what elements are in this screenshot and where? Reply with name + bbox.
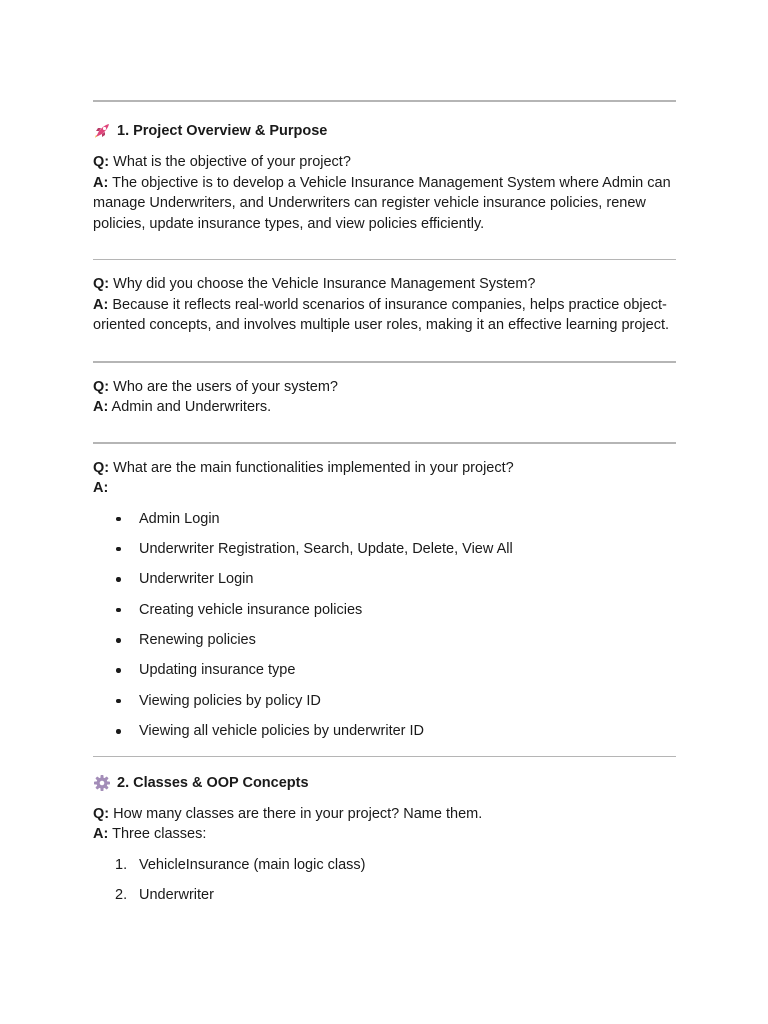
answer: A: Three classes:: [93, 826, 207, 843]
list-item: Renewing policies: [93, 630, 676, 660]
qa-block: [93, 274, 676, 336]
functionalities-list: [93, 509, 676, 752]
list-item: Admin Login: [93, 509, 676, 539]
section-title: 1. Project Overview & Purpose: [117, 123, 328, 139]
section-heading-project-overview: [93, 121, 676, 141]
qa-block: [93, 458, 676, 499]
divider: [93, 361, 676, 363]
qa-block: [93, 152, 676, 234]
gear-icon: [93, 774, 111, 792]
divider: [93, 442, 676, 444]
list-item: Underwriter Registration, Search, Update, Delete, View All: [93, 539, 676, 569]
qa-block: [93, 377, 676, 418]
list-item: Viewing policies by policy ID: [93, 691, 676, 721]
question: Q: What is the objective of your project?: [93, 154, 351, 170]
list-item: Updating insurance type: [93, 660, 676, 690]
question: Q: What are the main functionalities implemented in your project?: [93, 459, 514, 476]
question: Q: Who are the users of your system?: [93, 378, 338, 395]
list-item: 1. VehicleInsurance (main logic class): [115, 856, 366, 873]
rocket-icon: [93, 122, 111, 140]
classes-list: [93, 855, 676, 916]
document-page: [93, 100, 676, 915]
list-item: Viewing all vehicle policies by underwriter ID: [93, 721, 676, 751]
answer: A: The objective is to develop a Vehicle Insurance Management System where Admin can manage Underwriters, and Underwriters can register vehicle insurance policies, renew policies, update insurance types, and view policies efficiently.: [93, 174, 671, 232]
divider: [93, 756, 676, 757]
section-heading-classes-oop: [93, 773, 676, 793]
question: Q: How many classes are there in your project? Name them.: [93, 805, 483, 822]
answer: A: Because it reflects real-world scenarios of insurance companies, helps practice object-oriented concepts, and involves multiple user roles, making it an effective learning project.: [93, 296, 670, 333]
question: Q: Why did you choose the Vehicle Insurance Management System?: [93, 276, 536, 292]
divider: [93, 259, 676, 260]
list-item: Underwriter Login: [93, 569, 676, 599]
list-item: 2. Underwriter: [115, 887, 214, 904]
answer: A: Admin and Underwriters.: [93, 399, 272, 415]
answer: A:: [93, 480, 109, 496]
qa-block: [93, 804, 676, 845]
list-item: Creating vehicle insurance policies: [93, 600, 676, 630]
divider: [93, 100, 676, 102]
section-title: 2. Classes & OOP Concepts: [117, 774, 309, 791]
